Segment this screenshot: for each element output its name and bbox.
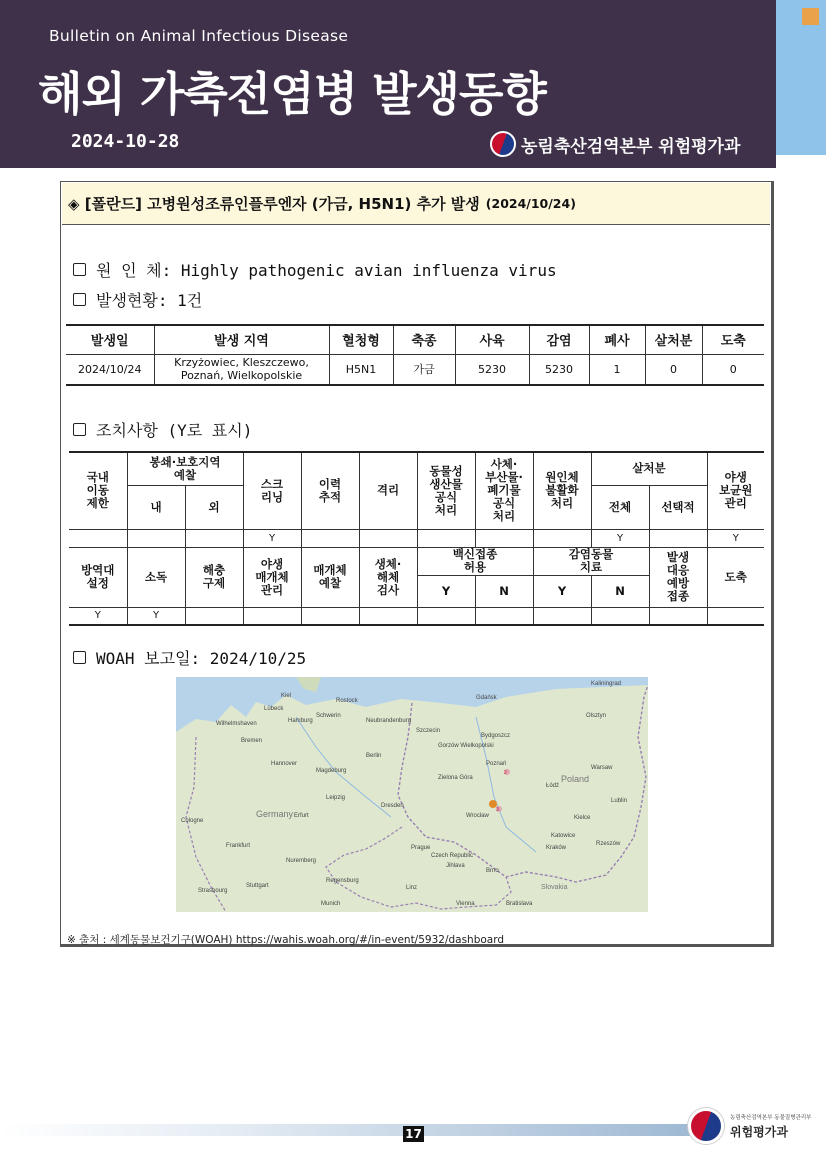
cell-slaughtered: 0 — [702, 354, 764, 385]
status-section — [73, 288, 202, 311]
measures-label: 조치사항 (Y로 표시) — [96, 421, 253, 440]
hdr-carcass-test: 생체· 해체 검사 — [359, 547, 417, 607]
map-label: Łódź — [546, 783, 560, 789]
map-label: 3 — [496, 807, 499, 813]
measures-section — [73, 418, 252, 441]
map-label: Rzeszów — [596, 841, 621, 847]
map-label: Wilhelmshaven — [216, 721, 257, 727]
footer-org-small: 농림축산검역본부 동물질병관리부 — [730, 1114, 812, 1121]
map-label: Wrocław — [466, 813, 489, 819]
map-label: Jihlava — [446, 863, 465, 869]
pathogen-section — [73, 258, 557, 281]
val-cell: Y — [591, 529, 649, 547]
hdr-slaughter: 도축 — [707, 547, 764, 607]
hdr-inactivation: 원인체 불활화 처리 — [533, 452, 591, 529]
page-title: 해외 가축전염병 발생동향 — [38, 67, 546, 121]
map-label: Linz — [406, 885, 418, 891]
news-title: ◈ [폴란드] 고병원성조류인플루엔자 (가금, H5N1) 추가 발생 — [68, 195, 480, 213]
cell-infected: 5230 — [529, 354, 589, 385]
status-label: 발생현황: 1건 — [96, 291, 203, 310]
map-label: Warsaw — [591, 765, 613, 771]
checkbox-square-icon — [73, 293, 86, 306]
val-cell — [417, 607, 475, 625]
source-note: ※ 출처 : 세계동물보건기구(WOAH) https://wahis.woah.org/#/in-event/5932/dashboard — [67, 934, 505, 946]
measures-values-row-1 — [69, 529, 764, 547]
map-label: Slovakia — [541, 884, 568, 891]
department-badge — [490, 131, 740, 157]
hdr-stamping-selective: 선택적 — [649, 485, 707, 529]
map-label: Cologne — [181, 818, 204, 824]
hdr-carcass: 사체· 부산물· 폐기물 공식 처리 — [475, 452, 533, 529]
hdr-zoning: 방역대 설정 — [69, 547, 127, 607]
map-label: Dresden — [381, 803, 404, 809]
cell-serotype: H5N1 — [329, 354, 393, 385]
col-slaughtered: 도축 — [702, 325, 764, 354]
hdr-disinfection: 소독 — [127, 547, 185, 607]
hdr-treat-n: N — [591, 575, 649, 607]
map-label: Prague — [411, 845, 431, 851]
hdr-screening: 스크 리닝 — [243, 452, 301, 529]
map-label: Bydgoszcz — [481, 733, 511, 739]
col-serotype: 혈청형 — [329, 325, 393, 354]
map-label: Czech Republic — [431, 853, 474, 859]
val-cell — [359, 607, 417, 625]
issue-date: 2024-10-28 — [71, 131, 180, 152]
map-label: Bratislava — [506, 901, 533, 907]
map-label: Brno — [486, 868, 499, 874]
map-label: Hamburg — [288, 718, 313, 724]
hdr-vector-surveillance: 매개체 예찰 — [301, 547, 359, 607]
measures-values-row-2 — [69, 607, 764, 625]
map-label: Regensburg — [326, 878, 359, 884]
pathogen-label: 원 인 체: Highly pathogenic avian influenza virus — [96, 261, 557, 280]
woah-section — [73, 646, 306, 669]
hdr-stamping-all: 전체 — [591, 485, 649, 529]
map-label: Bremen — [241, 738, 263, 744]
cell-region: Krzyżowiec, Kleszczewo, Poznań, Wielkopolskie — [154, 354, 329, 385]
outbreak-map — [176, 677, 648, 912]
map-label: Kiel — [281, 693, 292, 699]
hdr-wildlife: 야생 매개체 관리 — [243, 547, 301, 607]
val-cell — [301, 529, 359, 547]
page-number: 17 — [403, 1126, 424, 1142]
hdr-vac-n: N — [475, 575, 533, 607]
footer-logo — [688, 1108, 811, 1144]
map-label: Katowice — [551, 833, 576, 839]
map-label: Erfurt — [294, 813, 309, 819]
val-cell — [649, 529, 707, 547]
val-cell — [533, 529, 591, 547]
checkbox-square-icon — [73, 651, 86, 664]
footer-gradient-line — [0, 1124, 690, 1136]
map-label: Neubrandenburg — [366, 718, 412, 724]
measures-table — [69, 451, 764, 626]
hdr-domestic-restriction: 국내 이동 제한 — [69, 452, 127, 529]
val-cell — [359, 529, 417, 547]
map-label: Nuremberg — [286, 858, 317, 864]
map-label: Germany — [256, 809, 294, 819]
news-title-bar — [62, 183, 770, 225]
hdr-vaccination: 백신접종 허용 — [417, 547, 533, 575]
footer-org: 위험평가과 — [730, 1124, 788, 1139]
map-label: Berlin — [366, 753, 382, 759]
map-label: Hannover — [271, 761, 298, 767]
hdr-treat-y: Y — [533, 575, 591, 607]
hdr-products: 동물성 생산물 공식 처리 — [417, 452, 475, 529]
checkbox-square-icon — [73, 423, 86, 436]
map-label: Munich — [321, 901, 341, 907]
col-region: 발생 지역 — [154, 325, 329, 354]
map-label: Strasbourg — [198, 888, 228, 894]
val-cell — [185, 529, 243, 547]
val-cell: Y — [707, 529, 764, 547]
val-cell — [185, 607, 243, 625]
val-cell — [301, 607, 359, 625]
val-cell — [475, 529, 533, 547]
map-label: 2 — [504, 770, 507, 776]
outbreak-table — [66, 324, 764, 386]
hdr-prevent-vac: 발생 대응 예방 접종 — [649, 547, 707, 607]
cell-raised: 5230 — [455, 354, 529, 385]
hdr-quarantine: 격리 — [359, 452, 417, 529]
government-emblem-icon — [688, 1108, 724, 1144]
map-label: Kielce — [574, 815, 591, 821]
cell-culled: 0 — [645, 354, 702, 385]
map-svg — [176, 677, 648, 912]
val-cell — [649, 607, 707, 625]
map-label: Stuttgart — [246, 883, 269, 889]
map-label: Schwerin — [316, 713, 341, 719]
val-cell — [69, 529, 127, 547]
val-cell — [243, 607, 301, 625]
department-name: 농림축산검역본부 위험평가과 — [521, 136, 741, 157]
hdr-stamping-out: 살처분 — [591, 452, 707, 485]
val-cell — [707, 607, 764, 625]
checkbox-square-icon — [73, 263, 86, 276]
val-cell: Y — [243, 529, 301, 547]
map-label: Poznań — [486, 761, 507, 767]
hdr-zone-out: 외 — [185, 485, 243, 529]
map-label: Olsztyn — [586, 713, 607, 719]
val-cell: Y — [69, 607, 127, 625]
col-date: 발생일 — [66, 325, 154, 354]
government-emblem-icon — [490, 131, 516, 157]
map-label: Kaliningrad — [591, 681, 622, 687]
map-label: Vienna — [456, 901, 475, 907]
corner-accent — [802, 8, 819, 25]
hdr-treatment: 감염동물 치료 — [533, 547, 649, 575]
map-label: Leipzig — [326, 795, 346, 801]
val-cell — [475, 607, 533, 625]
col-infected: 감염 — [529, 325, 589, 354]
hdr-traceback: 이력 추적 — [301, 452, 359, 529]
val-cell — [127, 529, 185, 547]
val-cell — [417, 529, 475, 547]
map-label: Lublin — [611, 798, 628, 804]
hdr-wild-reservoir: 야생 보균원 관리 — [707, 452, 764, 529]
map-label: Szczecin — [416, 728, 441, 734]
col-dead: 폐사 — [589, 325, 645, 354]
cell-dead: 1 — [589, 354, 645, 385]
hdr-zone-control: 봉쇄·보호지역 예찰 — [127, 452, 243, 485]
col-culled: 살처분 — [645, 325, 702, 354]
col-species: 축종 — [393, 325, 455, 354]
measures-header-row-2 — [69, 547, 764, 575]
map-label: Gdańsk — [476, 695, 497, 701]
map-label: Lübeck — [264, 706, 284, 712]
map-label: Zielona Góra — [438, 775, 473, 781]
cell-species: 가금 — [393, 354, 455, 385]
map-label: Rostock — [336, 698, 358, 704]
map-label: Frankfurt — [226, 843, 251, 849]
col-raised: 사육 — [455, 325, 529, 354]
map-label: Magdeburg — [316, 768, 347, 774]
hdr-vector: 해충 구제 — [185, 547, 243, 607]
map-label: Gorzów Wielkopolski — [438, 743, 494, 749]
map-label: Poland — [561, 774, 590, 784]
map-label: Kraków — [546, 845, 567, 851]
cell-date: 2024/10/24 — [66, 354, 154, 385]
woah-label: WOAH 보고일: 2024/10/25 — [96, 649, 307, 668]
val-cell: Y — [127, 607, 185, 625]
hdr-vac-y: Y — [417, 575, 475, 607]
hdr-zone-in: 내 — [127, 485, 185, 529]
measures-header-row-1 — [69, 452, 764, 485]
val-cell — [591, 607, 649, 625]
table-header-row — [66, 325, 764, 354]
news-date: (2024/10/24) — [485, 196, 576, 211]
bulletin-label: Bulletin on Animal Infectious Disease — [49, 27, 349, 45]
table-row — [66, 354, 764, 385]
val-cell — [533, 607, 591, 625]
